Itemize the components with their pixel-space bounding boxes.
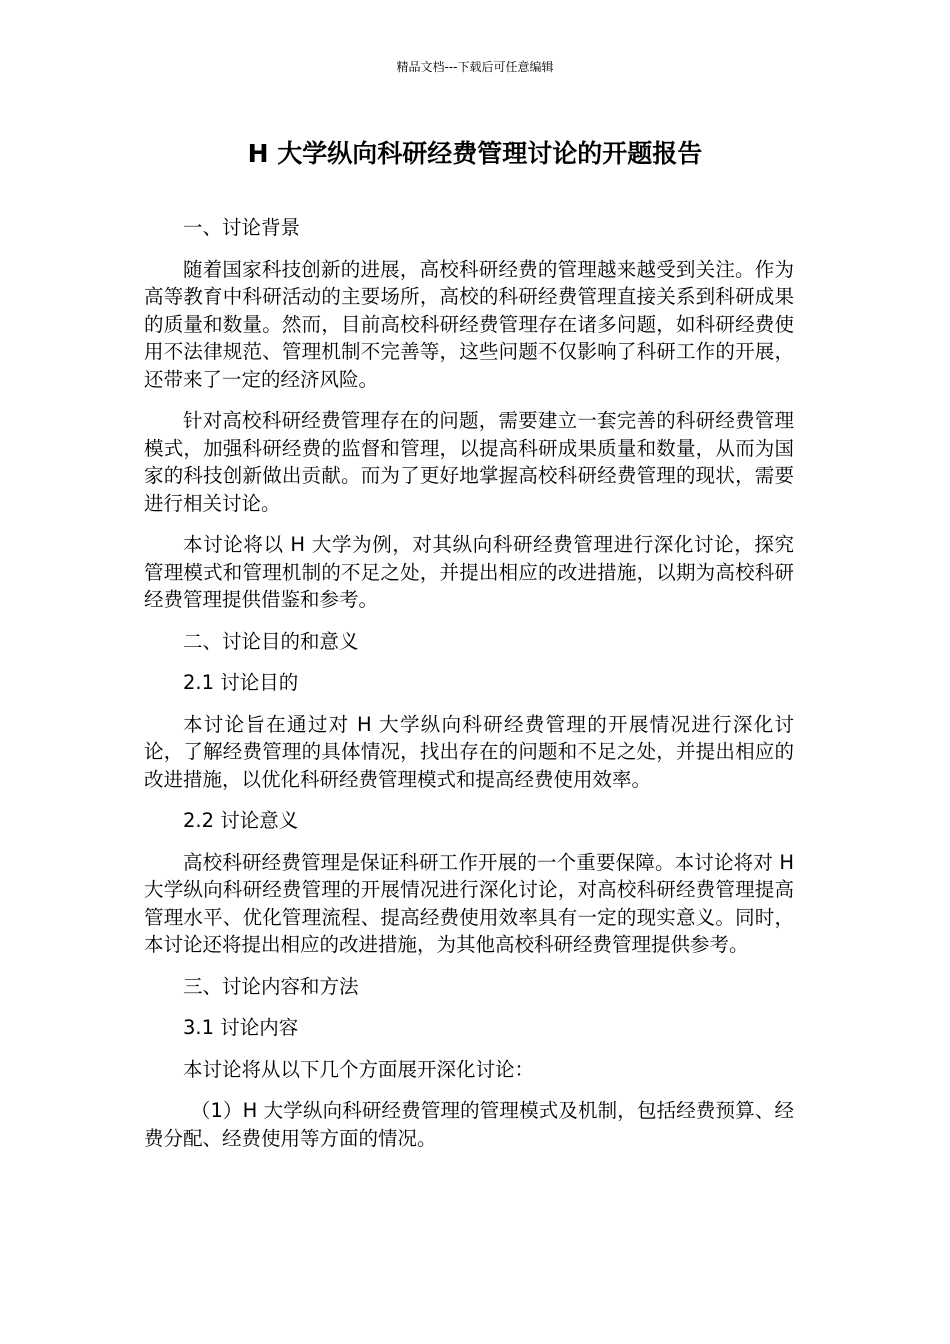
- subsection-heading-significance: 2.2 讨论意义: [183, 809, 299, 832]
- header-note: 精品文档---下载后可任意编辑: [396, 60, 554, 74]
- subsection-heading-content: 3.1 讨论内容: [183, 1016, 299, 1039]
- paragraph-background-1: 随着国家科技创新的进展，高校科研经费的管理越来越受到关注。作为高等教育中科研活动的主要场所，高校的科研经费管理直接关系到科研成果的质量和数量。然而，目前高校科研经费管理存在诸多问题，如科研经费使用不法律规范、管理机制不完善等，这些问题不仅影响了科研工作的开展，还带来了一定的经济风险。: [144, 257, 794, 391]
- document-title: H 大学纵向科研经费管理讨论的开题报告: [247, 139, 703, 168]
- section-heading-background: 一、讨论背景: [183, 216, 301, 239]
- paragraph-background-3: 本讨论将以 H 大学为例，对其纵向科研经费管理进行深化讨论，探究管理模式和管理机制的不足之处，并提出相应的改进措施，以期为高校科研经费管理提供借鉴和参考。: [144, 533, 794, 611]
- list-item: （1）H 大学纵向科研经费管理的管理模式及机制，包括经费预算、经费分配、经费使用等方面的情况。: [144, 1099, 794, 1150]
- paragraph-content-intro: 本讨论将从以下几个方面展开深化讨论：: [183, 1057, 535, 1081]
- paragraph-purpose: 本讨论旨在通过对 H 大学纵向科研经费管理的开展情况进行深化讨论，了解经费管理的具体情况，找出存在的问题和不足之处，并提出相应的改进措施，以优化科研经费管理模式和提高经费使用效率。: [144, 712, 794, 791]
- document-body: [144, 214, 794, 1166]
- subsection-heading-purpose: 2.1 讨论目的: [183, 671, 299, 694]
- section-heading-content-method: 三、讨论内容和方法: [183, 974, 359, 998]
- paragraph-significance: 高校科研经费管理是保证科研工作开展的一个重要保障。本讨论将对 H 大学纵向科研经费管理的开展情况进行深化讨论，对高校科研经费管理提高管理水平、优化管理流程、提高经费使用效率具有一定的现实意义。同时，本讨论还将提出相应的改进措施，为其他高校科研经费管理提供参考。: [144, 850, 794, 956]
- section-heading-purpose: 二、讨论目的和意义: [183, 629, 359, 653]
- paragraph-background-2: 针对高校科研经费管理存在的问题，需要建立一套完善的科研经费管理模式，加强科研经费的监督和管理，以提高科研成果质量和数量，从而为国家的科技创新做出贡献。而为了更好地掌握高校科研经费管理的现状，需要进行相关讨论。: [144, 409, 794, 515]
